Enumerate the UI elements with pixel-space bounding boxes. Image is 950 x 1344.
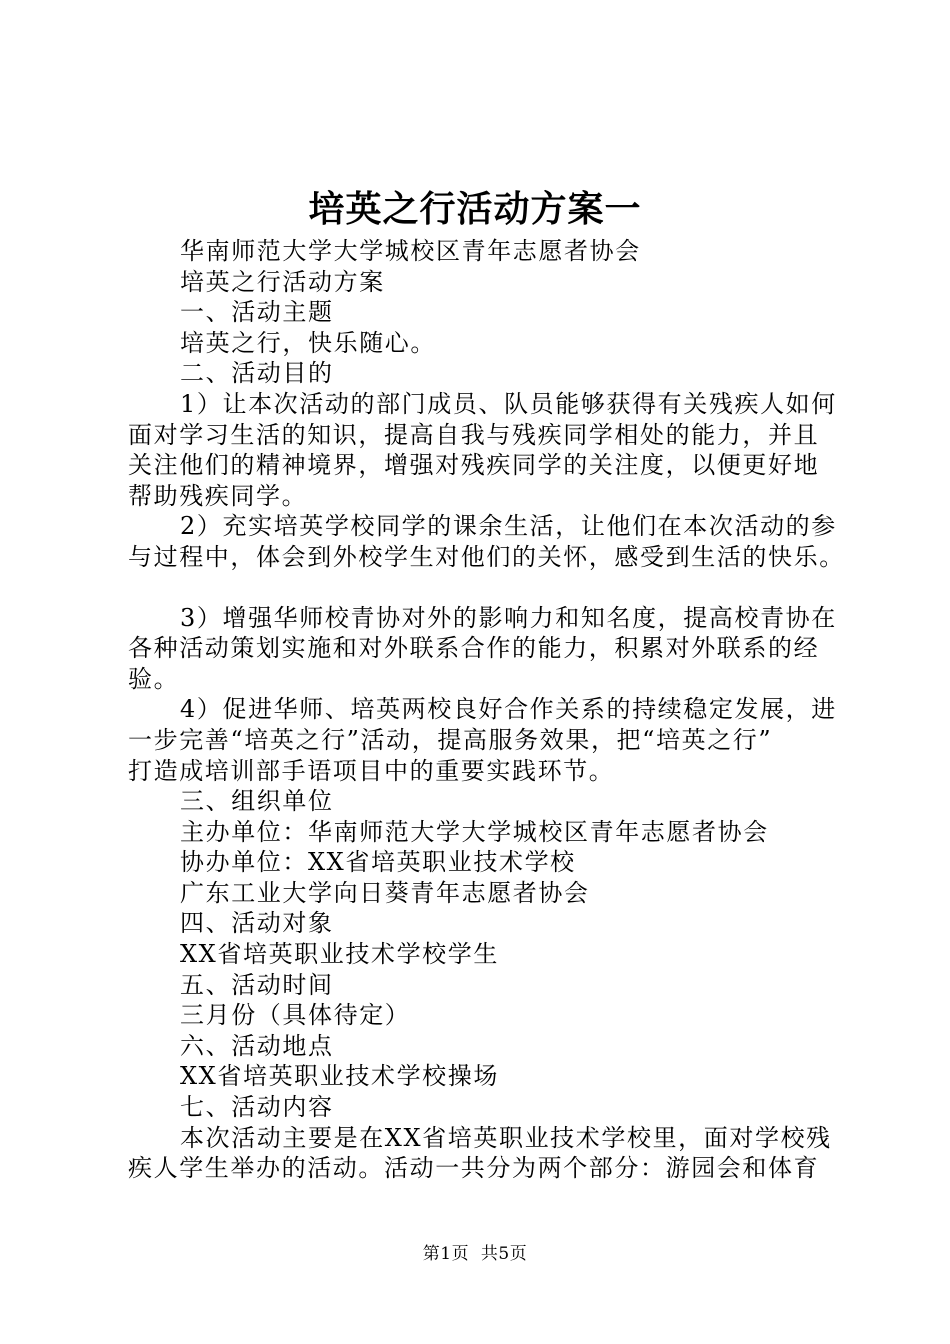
section-heading: 五、活动时间 xyxy=(180,970,334,999)
paragraph-line: 帮助残疾同学。 xyxy=(128,481,308,510)
section-heading: 一、活动主题 xyxy=(180,298,334,327)
paragraph-line: 培英之行活动方案 xyxy=(180,267,385,296)
page-number: 第1页 xyxy=(422,1244,470,1264)
paragraph-line: XX省培英职业技术学校操场 xyxy=(180,1062,499,1091)
page-total: 共5页 xyxy=(480,1244,528,1264)
paragraph-line: 打造成培训部手语项目中的重要实践环节。 xyxy=(128,756,615,785)
paragraph-line: 一步完善“培英之行”活动，提高服务效果，把“培英之行” xyxy=(128,725,773,754)
paragraph-line: 协办单位：XX省培英职业技术学校 xyxy=(180,848,576,877)
document-body xyxy=(128,236,845,1184)
section-heading: 六、活动地点 xyxy=(180,1031,334,1060)
paragraph-line: 各种活动策划实施和对外联系合作的能力，积累对外联系的经 xyxy=(128,634,820,663)
paragraph-line: 2）充实培英学校同学的课余生活，让他们在本次活动的参 xyxy=(180,512,837,541)
paragraph-line: 主办单位：华南师范大学大学城校区青年志愿者协会 xyxy=(180,817,769,846)
section-heading: 三、组织单位 xyxy=(180,787,334,816)
page-footer xyxy=(0,1242,950,1266)
paragraph-line: XX省培英职业技术学校学生 xyxy=(180,940,499,969)
paragraph-line: 3）增强华师校青协对外的影响力和知名度，提高校青协在 xyxy=(180,603,837,632)
paragraph-line: 疾人学生举办的活动。活动一共分为两个部分：游园会和体育 xyxy=(128,1154,820,1183)
paragraph-line: 本次活动主要是在XX省培英职业技术学校里，面对学校残 xyxy=(180,1123,832,1152)
paragraph-line: 4）促进华师、培英两校良好合作关系的持续稳定发展，进 xyxy=(180,695,837,724)
document-title: 培英之行活动方案一 xyxy=(308,188,642,230)
section-heading: 二、活动目的 xyxy=(180,359,334,388)
paragraph-line: 华南师范大学大学城校区青年志愿者协会 xyxy=(180,237,641,265)
paragraph-line: 三月份（具体待定） xyxy=(180,1001,411,1030)
paragraph-line: 与过程中，体会到外校学生对他们的关怀，感受到生活的快乐。 xyxy=(128,542,845,571)
paragraph-line: 1）让本次活动的部门成员、队员能够获得有关残疾人如何 xyxy=(180,389,837,418)
section-heading: 七、活动内容 xyxy=(180,1093,334,1122)
section-heading: 四、活动对象 xyxy=(180,909,334,938)
paragraph-line: 培英之行，快乐随心。 xyxy=(180,328,436,357)
blank-line xyxy=(128,573,838,603)
paragraph-line: 关注他们的精神境界，增强对残疾同学的关注度，以便更好地 xyxy=(128,451,820,480)
paragraph-line: 广东工业大学向日葵青年志愿者协会 xyxy=(180,878,590,907)
paragraph-line: 验。 xyxy=(128,664,180,693)
paragraph-line: 面对学习生活的知识，提高自我与残疾同学相处的能力，并且 xyxy=(128,420,820,449)
